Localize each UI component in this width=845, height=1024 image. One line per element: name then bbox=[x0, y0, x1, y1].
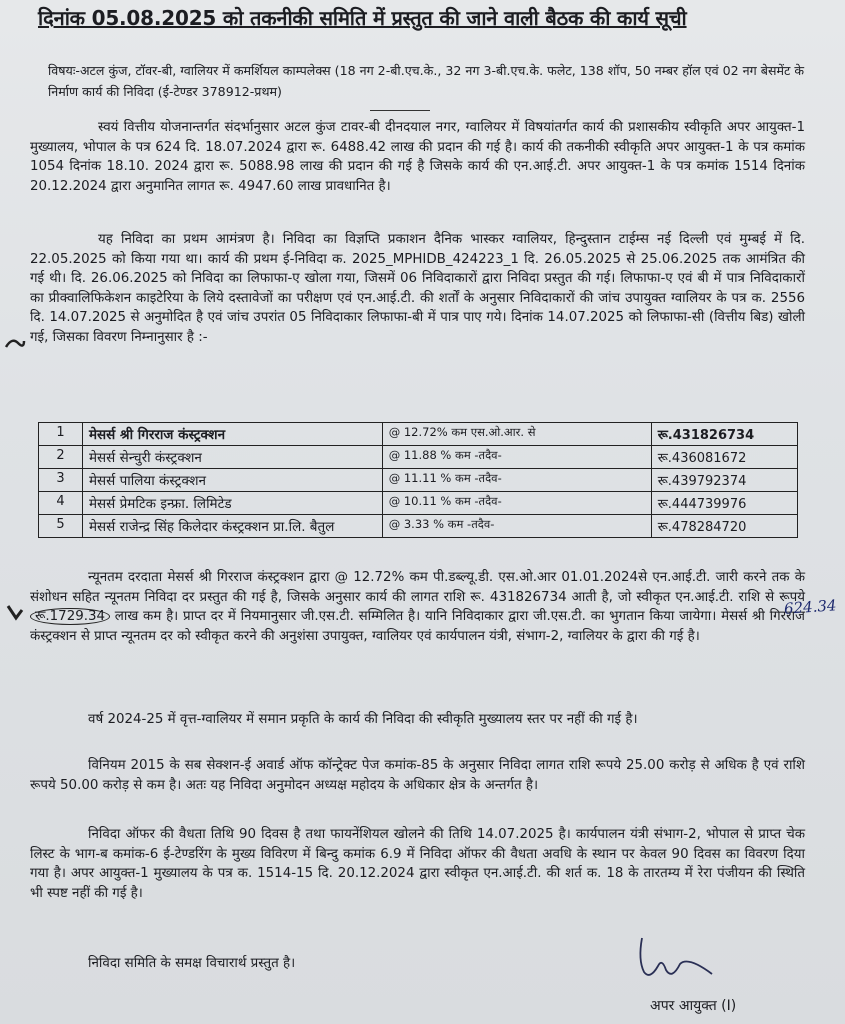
bids-table bbox=[38, 422, 798, 538]
lowest-bidder-text: न्यूनतम दरदाता मेसर्स श्री गिरराज कंस्ट्रक्शन द्वारा @ 12.72% कम पी.डब्ल्यू.डी. एस.ओ.आर 01.01.2024से एन.आई.टी. जारी करने तक के संशोधन सहित न्यूनतम निविदा दर प्रस्तुत की गई है, जिसके अनुसार कार्य की लागत राशि रू. 431826734 आती है, जो स्वीकृत एन.आई.टी. राशि से रूपये bbox=[30, 570, 805, 605]
serial-number-cell: 3 bbox=[39, 469, 83, 492]
designation: अपर आयुक्त (I) bbox=[650, 998, 737, 1014]
page-title: दिनांक 05.08.2025 को तकनीकी समिति में प्रस्तुत की जाने वाली बैठक की कार्य सूची bbox=[38, 6, 687, 30]
table-row bbox=[39, 446, 798, 469]
rate-cell: @ 10.11 % कम -तदैव- bbox=[382, 492, 651, 515]
bidder-name-cell: मेसर्स प्रेमटिक इन्फ्रा. लिमिटेड bbox=[82, 492, 382, 515]
circled-amount: रू.1729.34 bbox=[30, 608, 110, 625]
amount-cell: रू.439792374 bbox=[651, 469, 797, 492]
bidder-name-cell: मेसर्स पालिया कंस्ट्रक्शन bbox=[82, 469, 382, 492]
table-row bbox=[39, 515, 798, 538]
paragraph-invitation: यह निविदा का प्रथम आमंत्रण है। निविदा का विज्ञप्ति प्रकाशन दैनिक भास्कर ग्वालियर, हिन्दुस्तान टाईम्स नई दिल्ली एवं मुम्बई में दि. 22.05.2025 को किया गया था। कार्य की प्रथम ई-निविदा क. 2025_MPHIDB_424223_1 दि. 26.05.2025 से 25.06.2025 तक आमंत्रित की गई थी। दि. 26.06.2025 को निविदा का लिफाफा-ए खोला गया, जिसमें 06 निविदाकारों द्वारा निविदा प्रस्तुत की गई। लिफाफा-ए एवं बी में पात्र निविदाकारों का प्रीक्वालिफिकेशन काइटेरिया के लिये दस्तावेजों का परीक्षण एवं एन.आई.टी. की शर्तों के अनुसार निविदाकारों की जांच उपायुक्त ग्वालियर के पत्र क. 2556 दि. 14.07.2025 से अनुमोदित है एवं जांच उपरांत 05 निविदाकार लिफाफा-बी में पात्र पाए गये। दिनांक 14.07.2025 को लिफाफा-सी (वित्तीय बिड) खोली गई, जिसका विवरण निम्नानुसार है :- bbox=[30, 232, 805, 345]
paragraph-lowest-bidder bbox=[30, 568, 805, 646]
handwritten-note: 624.34 bbox=[783, 596, 838, 618]
bidder-name-cell: मेसर्स राजेन्द्र सिंह किलेदार कंस्ट्रक्शन प्रा.लि. बैतुल bbox=[82, 515, 382, 538]
rate-cell: @ 11.11 % कम -तदैव- bbox=[382, 469, 651, 492]
table-row bbox=[39, 492, 798, 515]
subject-label: विषयः- bbox=[48, 63, 80, 78]
rate-cell: @ 12.72% कम एस.ओ.आर. से bbox=[382, 423, 651, 446]
subject-text: अटल कुंज, टॉवर-बी, ग्वालियर में कमर्शियल काम्पलेक्स (18 नग 2-बी.एच.के., 32 नग 3-बी.एच.के. फलेट, 138 शॉप, 50 नम्बर हॉल एवं 02 नग बेसमेंट के निर्माण कार्य की निविदा (ई-टेण्डर 378912-प्रथम) bbox=[48, 63, 805, 99]
paragraph-validity: निविदा ऑफर की वैधता तिथि 90 दिवस है तथा फायनेंशियल खोलने की तिथि 14.07.2025 है। कार्यपालन यंत्री संभाग-2, भोपाल से प्राप्त चेक लिस्ट के भाग-ब कमांक-6 ई-टेण्डरिंग के मुख्य विविरण में बिन्दु कमांक 6.9 में निविदा ऑफर की वैधता अवधि के स्थान पर केवल 90 दिवस का विवरण दिया गया है। अपर आयुक्त-1 मुख्यालय के पत्र क. 1514-15 दि. 20.12.2024 द्वारा स्वीकृत एन.आई.टी. की शर्त क. 18 के तारतम्य में रेरा पंजीयन की स्थिति भी स्पष्ट नहीं की गई है। bbox=[30, 827, 805, 901]
amount-cell: रू.444739976 bbox=[651, 492, 797, 515]
table-row bbox=[39, 423, 798, 446]
bidder-name-cell: मेसर्स सेन्चुरी कंस्ट्रक्शन bbox=[82, 446, 382, 469]
pen-mark-icon bbox=[4, 604, 26, 622]
serial-number-cell: 2 bbox=[39, 446, 83, 469]
serial-number-cell: 1 bbox=[39, 423, 83, 446]
table-row bbox=[39, 469, 798, 492]
amount-cell: रू.478284720 bbox=[651, 515, 797, 538]
serial-number-cell: 4 bbox=[39, 492, 83, 515]
rate-cell: @ 3.33 % कम -तदैव- bbox=[382, 515, 651, 538]
bidder-name-cell: मेसर्स श्री गिरराज कंस्ट्रक्शन bbox=[82, 423, 382, 446]
pen-mark-icon bbox=[4, 335, 26, 353]
paragraph-regulation: विनियम 2015 के सब सेक्शन-ई अवार्ड ऑफ कॉन्ट्रेक्ट पेज कमांक-85 के अनुसार निविदा लागत राशि रूपये 25.00 करोड़ से अधिक है एवं राशि रूपये 50.00 करोड़ से कम है। अतः यह निविदा अनुमोदन अध्यक्ष महोदय के अधिकार क्षेत्र के अन्तर्गत है। bbox=[30, 758, 805, 793]
paragraph-sanction: स्वयं वित्तीय योजनान्तर्गत संदर्भानुसार अटल कुंज टावर-बी दीनदयाल नगर, ग्वालियर में विषयांतर्गत कार्य की प्रशासकीय स्वीकृति अपर आयुक्त-1 मुख्यालय, भोपाल के पत्र 624 दि. 18.07.2024 द्वारा रू. 6488.42 लाख की प्रदान की गई है। कार्य की तकनीकी स्वीकृति अपर आयुक्त-1 के पत्र कमांक 1054 दिनांक 18.10. 2024 द्वारा रू. 5088.98 लाख की प्रदान की गई है जिसके कार्य की एन.आई.टी. अपर आयुक्त-1 के पत्र कमांक 1514 दिनांक 20.12.2024 द्वारा अनुमानित लागत रू. 4947.60 लाख प्रावधानित है। bbox=[30, 120, 805, 194]
amount-cell: रू.431826734 bbox=[651, 423, 797, 446]
signature-icon bbox=[632, 930, 722, 990]
paragraph-circle-approval: वर्ष 2024-25 में वृत्त-ग्वालियर में समान प्रकृति के कार्य की निविदा की स्वीकृति मुख्यालय स्तर पर नहीं की गई है। bbox=[88, 712, 638, 727]
lowest-bidder-text-cont: लाख कम है। प्राप्त दर में नियमानुसार जी.एस.टी. सम्मिलित है। यानि निविदाकार द्वारा जी.एस.टी. का भुगतान किया जायेगा। मेसर्स श्री गिरराज कंस्ट्रक्शन से प्राप्त न्यूनतम दर को स्वीकृत करने की अनुशंसा उपायुक्त, ग्वालियर एवं कार्यपालन यंत्री, संभाग-2, ग्वालियर के द्वारा की गई है। bbox=[30, 609, 805, 644]
amount-cell: रू.436081672 bbox=[651, 446, 797, 469]
bids-table-body bbox=[39, 423, 798, 538]
paragraph-submission: निविदा समिति के समक्ष विचारार्थ प्रस्तुत है। bbox=[88, 956, 296, 971]
rate-cell: @ 11.88 % कम -तदैव- bbox=[382, 446, 651, 469]
serial-number-cell: 5 bbox=[39, 515, 83, 538]
subject-divider bbox=[370, 110, 430, 111]
subject-line bbox=[48, 60, 808, 102]
